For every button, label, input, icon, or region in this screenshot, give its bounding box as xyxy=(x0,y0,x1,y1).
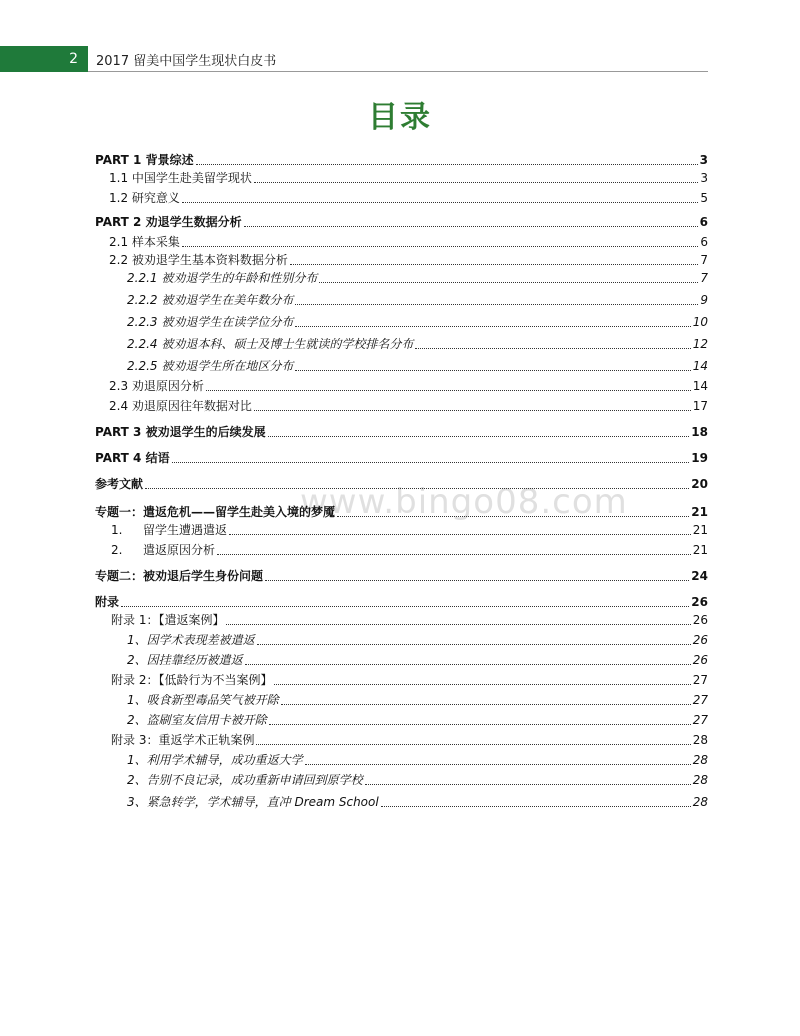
toc-entry-page: 26 xyxy=(691,595,708,609)
toc-entry-label xyxy=(95,568,263,584)
toc-entry-page: 21 xyxy=(692,523,708,537)
toc-dot-leader xyxy=(245,663,691,665)
toc-entry-label xyxy=(109,190,180,206)
toc-dot-leader xyxy=(206,389,691,391)
toc-entry-page: 26 xyxy=(692,613,708,627)
toc-entry-text: 2.2.1 被劝退学生的年龄和性别分布 xyxy=(127,271,318,285)
toc-entry-page: 5 xyxy=(700,191,708,205)
toc-entry-page: 6 xyxy=(699,215,708,229)
toc-entry-label xyxy=(109,170,252,186)
toc-entry-text: 专题一：遣返危机——留学生赴美入境的梦魇 xyxy=(95,505,336,519)
toc-entry-text: 2.4 劝退原因往年数据对比 xyxy=(109,399,252,413)
toc-entry-page: 21 xyxy=(691,505,708,519)
toc-entry-label xyxy=(127,336,413,352)
toc-entry[interactable] xyxy=(95,374,708,394)
toc-entry-text: 1.2 研究意义 xyxy=(109,191,180,205)
toc-dot-leader xyxy=(274,683,690,685)
toc-entry-page: 6 xyxy=(700,235,708,249)
toc-entry[interactable] xyxy=(95,394,708,414)
toc-entry[interactable] xyxy=(95,590,708,610)
toc-entry-text: 2.1 样本采集 xyxy=(109,235,180,249)
toc-entry-text: 参考文献 xyxy=(95,477,144,491)
toc-entry[interactable] xyxy=(95,354,708,374)
toc-entry[interactable] xyxy=(95,472,708,492)
toc-entry-label xyxy=(95,214,242,230)
toc-entry-label xyxy=(127,292,293,308)
toc-entry[interactable] xyxy=(95,500,708,520)
toc-dot-leader xyxy=(295,325,690,327)
toc-entry[interactable] xyxy=(95,186,708,206)
toc-entry-label xyxy=(111,612,224,628)
toc-dot-leader xyxy=(257,643,691,645)
toc-entry-label xyxy=(127,632,255,648)
toc-entry-page: 26 xyxy=(692,653,708,667)
toc-entry[interactable] xyxy=(95,148,708,168)
toc-entry-text: 2.2.2 被劝退学生在美年数分布 xyxy=(127,293,294,307)
toc-entry-text: PART 3 被劝退学生的后续发展 xyxy=(95,425,266,439)
toc-entry[interactable] xyxy=(95,210,708,230)
header-title: 2017 留美中国学生现状白皮书 xyxy=(96,54,277,69)
toc-dot-leader xyxy=(337,515,689,517)
toc-entry[interactable] xyxy=(95,288,708,308)
toc-entry-page: 27 xyxy=(692,693,708,707)
toc-entry-text: 附录 1：【遣返案例】 xyxy=(111,613,225,627)
toc-entry-label xyxy=(127,712,267,728)
toc-entry-page: 28 xyxy=(692,733,708,747)
toc-entry-label xyxy=(95,450,170,466)
toc-entry-page: 17 xyxy=(692,399,708,413)
toc-entry-text: 1.1 中国学生赴美留学现状 xyxy=(109,171,252,185)
page-number: 2 xyxy=(0,46,88,72)
toc-entry-text: 2、因挂靠经历被遣返 xyxy=(127,653,243,667)
toc-entry-label xyxy=(95,476,143,492)
toc-dot-leader xyxy=(269,723,691,725)
toc-entry-text: 专题二：被劝退后学生身份问题 xyxy=(95,569,264,583)
toc-entry-text: 2、盗刷室友信用卡被开除 xyxy=(127,713,267,727)
toc-dot-leader xyxy=(415,347,690,349)
toc-entry-text: PART 4 结语 xyxy=(95,451,170,465)
toc-entry-text: 附录 2：【低龄行为不当案例】 xyxy=(111,673,273,687)
toc-dot-leader xyxy=(365,783,691,785)
toc-entry-label xyxy=(127,772,363,788)
toc-entry-text: 附录 3：重返学术正轨案例 xyxy=(111,733,255,747)
toc-entry[interactable] xyxy=(95,728,708,748)
toc-dot-leader xyxy=(290,263,698,265)
toc-dot-leader xyxy=(172,461,690,463)
toc-entry-label xyxy=(95,424,266,440)
toc-dot-leader xyxy=(256,743,690,745)
toc-entry-text: 遣返原因分析 xyxy=(143,543,216,557)
toc-entry[interactable] xyxy=(95,648,708,668)
toc-dot-leader xyxy=(295,369,690,371)
toc-entry[interactable] xyxy=(95,688,708,708)
toc-entry-text: 2、告别不良记录，成功重新申请回到原学校 xyxy=(127,773,363,787)
toc-dot-leader xyxy=(381,805,691,807)
toc-dot-leader xyxy=(268,435,690,437)
toc-entry-page: 12 xyxy=(692,337,708,351)
toc-entry[interactable] xyxy=(95,538,708,558)
toc-entry-page: 3 xyxy=(700,171,708,185)
toc-entry[interactable] xyxy=(95,708,708,728)
toc-dot-leader xyxy=(295,303,698,305)
toc-entry[interactable] xyxy=(95,748,708,768)
toc-entry-page: 26 xyxy=(692,633,708,647)
toc-entry-text: 2.2.3 被劝退学生在读学位分布 xyxy=(127,315,294,329)
toc-entry-label xyxy=(127,314,293,330)
watermark: www.bingo08.com xyxy=(300,482,628,522)
toc-entry[interactable] xyxy=(95,790,708,810)
toc-dot-leader xyxy=(281,703,691,705)
toc-entry[interactable] xyxy=(95,332,708,352)
toc-entry-label xyxy=(127,692,279,708)
toc-entry-label xyxy=(111,542,215,558)
toc-entry-text: 留学生遭遇遣返 xyxy=(143,523,228,537)
toc-entry-label xyxy=(111,672,272,688)
toc-entry-number: 1. xyxy=(111,523,123,537)
toc-entry-page: 14 xyxy=(692,359,708,373)
toc-dot-leader xyxy=(217,553,691,555)
toc-entry-text: 1、因学术表现差被遣返 xyxy=(127,633,255,647)
toc-entry-page: 27 xyxy=(692,713,708,727)
toc-entry-text: PART 2 劝退学生数据分析 xyxy=(95,215,242,229)
toc-entry[interactable] xyxy=(95,608,708,628)
toc-entry-page: 10 xyxy=(692,315,708,329)
toc-entry-page: 9 xyxy=(700,293,708,307)
toc-entry[interactable] xyxy=(95,668,708,688)
toc-entry-label xyxy=(111,522,227,538)
toc-entry-page: 28 xyxy=(692,795,708,809)
toc-entry[interactable] xyxy=(95,230,708,250)
toc-entry-text: 附录 xyxy=(95,595,120,609)
toc-dot-leader xyxy=(121,605,689,607)
toc-dot-leader xyxy=(226,623,690,625)
toc-dot-leader xyxy=(196,163,698,165)
toc-dot-leader xyxy=(244,225,698,227)
toc-entry[interactable] xyxy=(95,768,708,788)
toc-dot-leader xyxy=(229,533,691,535)
toc-entry[interactable] xyxy=(95,166,708,186)
toc-entry-number: 2. xyxy=(111,543,123,557)
toc-entry-text: PART 1 背景综述 xyxy=(95,153,194,167)
toc-entry-page: 28 xyxy=(692,773,708,787)
toc-entry-page: 28 xyxy=(692,753,708,767)
toc-entry-label xyxy=(111,732,254,748)
toc-dot-leader xyxy=(305,763,691,765)
toc-entry-text: 3、紧急转学，学术辅导，直冲 Dream School xyxy=(127,795,379,809)
toc-entry-page: 18 xyxy=(691,425,708,439)
toc-dot-leader xyxy=(254,409,691,411)
toc-entry-text: 2.2.5 被劝退学生所在地区分布 xyxy=(127,359,294,373)
toc-title: 目录 xyxy=(368,100,432,135)
toc-entry-text: 2.2.4 被劝退本科、硕士及博士生就读的学校排名分布 xyxy=(127,337,414,351)
toc-entry-text: 2.3 劝退原因分析 xyxy=(109,379,204,393)
toc-entry-label xyxy=(127,270,317,286)
toc-entry-page: 20 xyxy=(691,477,708,491)
toc-entry[interactable] xyxy=(95,248,708,268)
toc-entry-text: 1、吸食新型毒品笑气被开除 xyxy=(127,693,279,707)
toc-entry-page: 7 xyxy=(700,271,708,285)
toc-entry[interactable] xyxy=(95,446,708,466)
toc-entry-label xyxy=(127,752,303,768)
toc-entry[interactable] xyxy=(95,266,708,286)
toc-entry-page: 27 xyxy=(692,673,708,687)
toc-dot-leader xyxy=(145,487,689,489)
toc-entry[interactable] xyxy=(95,518,708,538)
toc-entry[interactable] xyxy=(95,310,708,330)
toc-entry-page: 14 xyxy=(692,379,708,393)
toc-entry[interactable] xyxy=(95,420,708,440)
toc-entry-label xyxy=(109,378,204,394)
toc-entry-page: 21 xyxy=(692,543,708,557)
page-header xyxy=(0,46,710,72)
toc-entry-page: 24 xyxy=(691,569,708,583)
toc-dot-leader xyxy=(182,245,698,247)
toc-entry[interactable] xyxy=(95,628,708,648)
toc-entry-label xyxy=(109,398,252,414)
toc-dot-leader xyxy=(319,281,698,283)
toc-dot-leader xyxy=(265,579,689,581)
toc-entry-label xyxy=(127,652,243,668)
toc-entry-page: 19 xyxy=(691,451,708,465)
toc-entry-text: 2.2 被劝退学生基本资料数据分析 xyxy=(109,253,288,267)
toc-entry-label xyxy=(127,794,379,810)
toc-entry-page: 7 xyxy=(700,253,708,267)
toc-dot-leader xyxy=(254,181,698,183)
header-rule xyxy=(88,71,708,72)
toc-entry[interactable] xyxy=(95,564,708,584)
toc-entry-text: 1、利用学术辅导，成功重返大学 xyxy=(127,753,303,767)
toc-entry-page: 3 xyxy=(699,153,708,167)
toc-dot-leader xyxy=(182,201,698,203)
toc-entry-label xyxy=(127,358,293,374)
